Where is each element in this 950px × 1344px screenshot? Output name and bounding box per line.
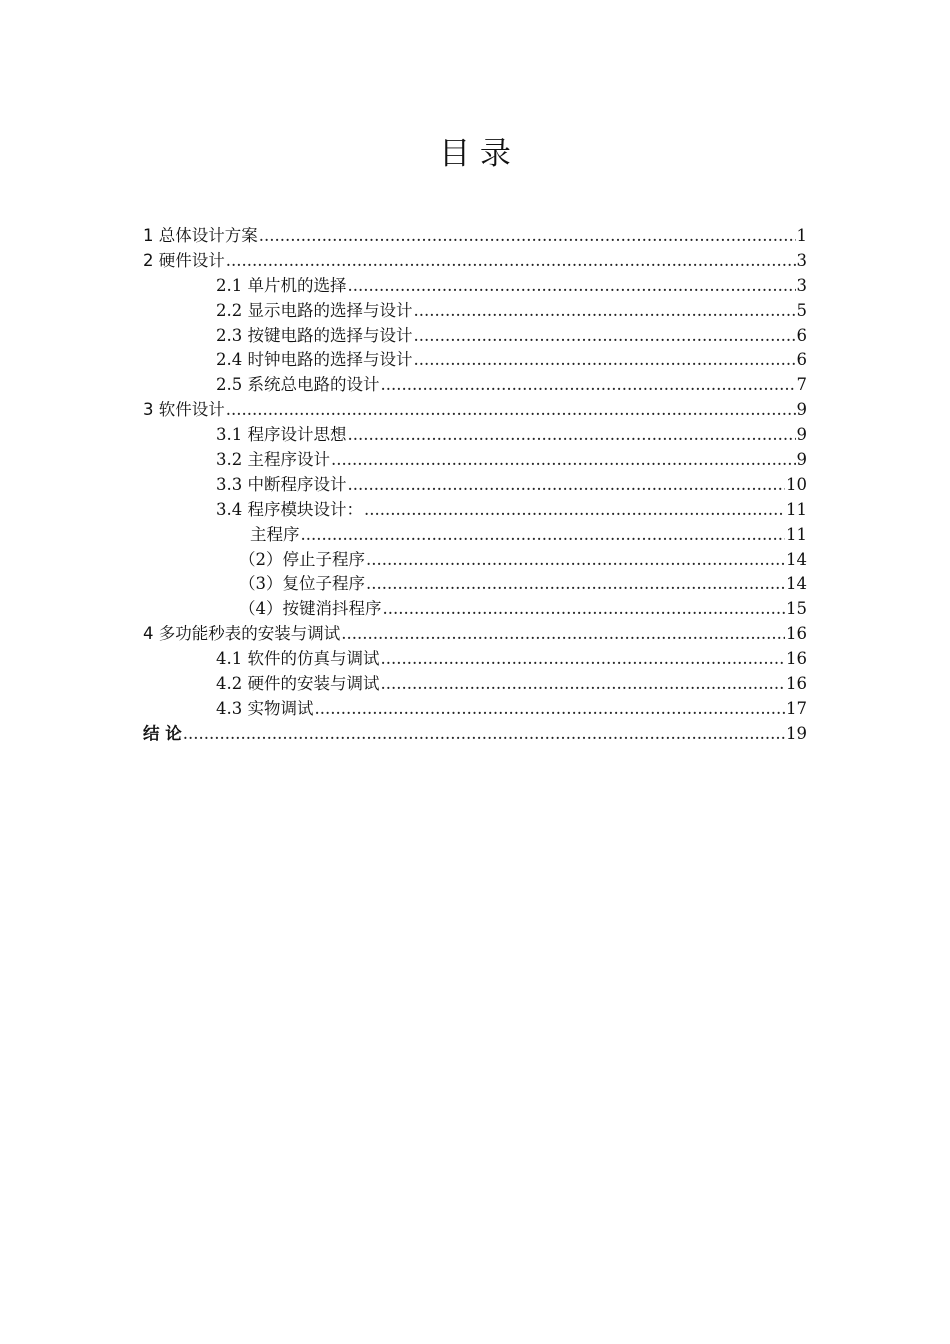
toc-entry-page: 6 — [796, 350, 807, 370]
toc-entry-page: 7 — [796, 375, 807, 395]
toc-entry[interactable] — [143, 523, 807, 548]
toc-entry-label: 2.3 按键电路的选择与设计 — [216, 325, 413, 345]
toc-entry[interactable] — [143, 274, 807, 299]
dot-leader — [383, 597, 786, 622]
toc-entry[interactable] — [143, 473, 807, 498]
dot-leader — [226, 249, 796, 274]
toc-entry-label: 1 总体设计方案 — [143, 226, 258, 245]
toc-entry[interactable] — [143, 398, 807, 423]
toc-title: 目 录 — [439, 136, 511, 172]
dot-leader — [348, 473, 786, 498]
toc-entry-label: 4.1 软件的仿真与调试 — [216, 649, 380, 669]
dot-leader — [348, 423, 796, 448]
toc-entry-page: 9 — [796, 425, 807, 445]
toc-entry-page: 17 — [786, 698, 807, 718]
toc-entry-page: 16 — [786, 624, 807, 644]
toc-entry-label: 4 多功能秒表的安装与调试 — [143, 624, 341, 644]
dot-leader — [331, 448, 796, 473]
dot-leader — [348, 274, 796, 299]
toc-entry-label: （3）复位子程序 — [239, 574, 365, 594]
toc-entry[interactable] — [143, 448, 807, 473]
toc-entry-label: 3.1 程序设计思想 — [216, 425, 347, 445]
toc-entry-page: 1 — [796, 226, 807, 245]
toc-entry-page: 16 — [786, 649, 807, 669]
toc-entry[interactable] — [143, 324, 807, 349]
dot-leader — [315, 697, 786, 722]
toc-entry[interactable] — [143, 498, 807, 523]
toc-entry[interactable] — [143, 348, 807, 373]
dot-leader — [381, 672, 786, 697]
toc-entry-page: 14 — [786, 574, 807, 594]
toc-entry-label: 3.2 主程序设计 — [216, 450, 330, 470]
toc-entry-page: 6 — [796, 325, 807, 345]
toc-entry[interactable] — [143, 373, 807, 398]
dot-leader — [414, 299, 796, 324]
toc-entry[interactable] — [143, 672, 807, 697]
toc-entry-label: 2.4 时钟电路的选择与设计 — [216, 350, 413, 370]
toc-entry[interactable] — [143, 572, 807, 597]
toc-entry-label: （2）停止子程序 — [239, 549, 365, 569]
toc-entry[interactable] — [143, 224, 807, 249]
toc-entry[interactable] — [143, 423, 807, 448]
toc-entry-label: 2.5 系统总电路的设计 — [216, 375, 380, 395]
toc-entry[interactable] — [143, 548, 807, 573]
dot-leader — [301, 523, 786, 548]
toc-entry-label: 2.1 单片机的选择 — [216, 275, 347, 295]
toc-entry-label: 3 软件设计 — [143, 400, 225, 420]
dot-leader — [226, 398, 796, 423]
dot-leader — [381, 647, 786, 672]
toc-entry-page: 3 — [796, 250, 807, 270]
toc-entry-label: 结 论 — [143, 723, 182, 743]
toc-entry-page: 3 — [796, 275, 807, 295]
toc-entry-page: 5 — [796, 300, 807, 320]
table-of-contents — [143, 224, 807, 747]
toc-entry-label: （4）按键消抖程序 — [239, 599, 382, 619]
toc-entry-page: 19 — [786, 723, 807, 743]
toc-entry[interactable] — [143, 622, 807, 647]
toc-entry-label: 2.2 显示电路的选择与设计 — [216, 300, 413, 320]
toc-entry-label: 主程序 — [250, 524, 300, 544]
toc-entry-label: 3.3 中断程序设计 — [216, 474, 347, 494]
toc-entry-page: 9 — [796, 400, 807, 420]
toc-entry[interactable] — [143, 722, 807, 747]
dot-leader — [259, 224, 796, 249]
toc-entry[interactable] — [143, 597, 807, 622]
dot-leader — [414, 348, 796, 373]
toc-entry-label: 4.3 实物调试 — [216, 698, 314, 718]
dot-leader — [366, 548, 785, 573]
dot-leader — [183, 722, 785, 747]
toc-entry-page: 11 — [786, 524, 807, 544]
toc-entry-page: 10 — [786, 474, 807, 494]
toc-entry[interactable] — [143, 249, 807, 274]
toc-entry[interactable] — [143, 647, 807, 672]
dot-leader — [341, 622, 785, 647]
toc-entry[interactable] — [143, 299, 807, 324]
dot-leader — [381, 373, 796, 398]
toc-entry-label: 2 硬件设计 — [143, 250, 225, 270]
dot-leader — [364, 498, 785, 523]
toc-entry-page: 11 — [786, 499, 807, 519]
dot-leader — [366, 572, 785, 597]
toc-entry-label: 3.4 程序模块设计： — [216, 499, 363, 519]
toc-entry[interactable] — [143, 697, 807, 722]
toc-entry-page: 15 — [786, 599, 807, 619]
toc-entry-page: 16 — [786, 674, 807, 694]
dot-leader — [414, 324, 796, 349]
toc-entry-page: 9 — [796, 450, 807, 470]
toc-entry-label: 4.2 硬件的安装与调试 — [216, 674, 380, 694]
toc-entry-page: 14 — [786, 549, 807, 569]
